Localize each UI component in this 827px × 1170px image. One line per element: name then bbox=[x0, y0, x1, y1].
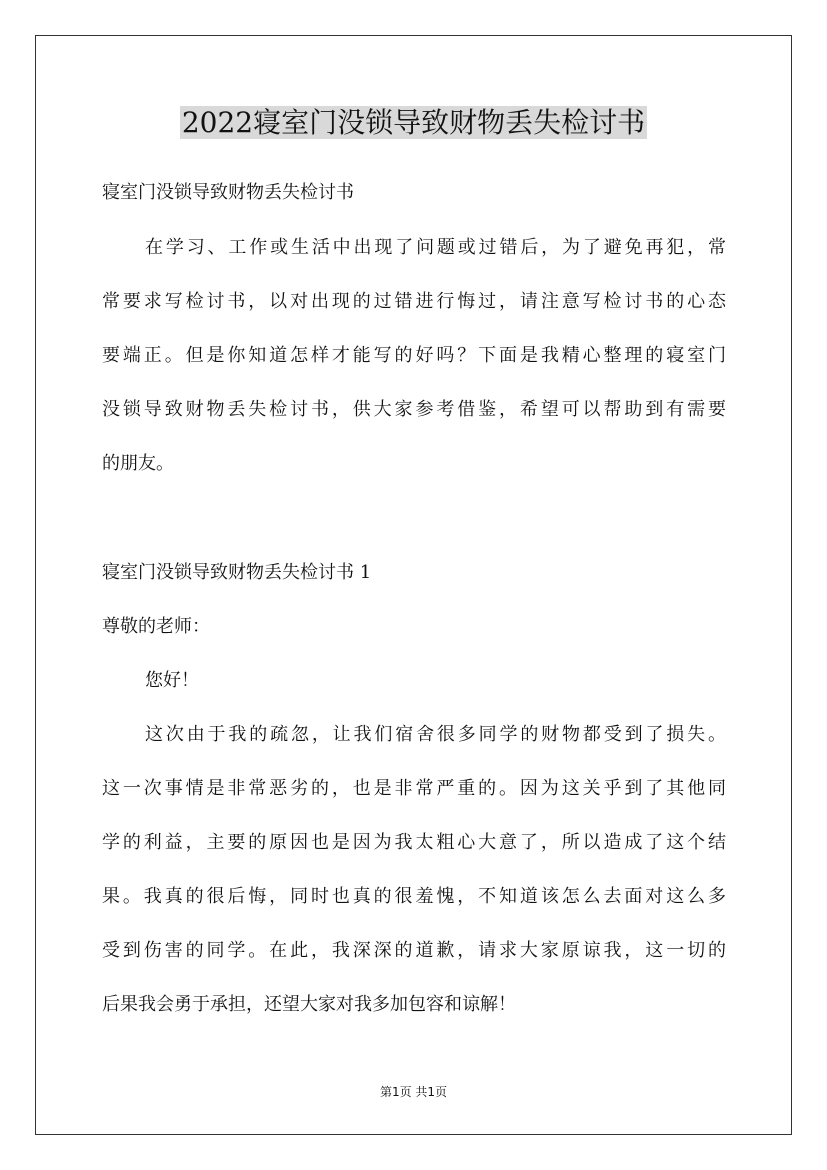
section-heading: 寝室门没锁导致财物丢失检讨书 1 bbox=[102, 562, 372, 583]
letter-greeting: 您好！ bbox=[145, 670, 199, 691]
document-title bbox=[0, 104, 827, 142]
body-line: 受到伤害的同学。在此，我深深的道歉，请求大家原谅我，这一切的 bbox=[102, 940, 726, 961]
document-title-text: 2022寝室门没锁导致财物丢失检讨书 bbox=[181, 106, 646, 139]
intro-line: 的朋友。 bbox=[102, 453, 174, 474]
intro-line: 在学习、工作或生活中出现了问题或过错后，为了避免再犯，常 bbox=[145, 237, 726, 258]
body-line: 果。我真的很后悔，同时也真的很羞愧，不知道该怎么去面对这么多 bbox=[102, 886, 726, 907]
intro-line: 没锁导致财物丢失检讨书，供大家参考借鉴，希望可以帮助到有需要 bbox=[102, 399, 726, 420]
page-number: 第1页 共1页 bbox=[379, 1085, 448, 1099]
document-subtitle: 寝室门没锁导致财物丢失检讨书 bbox=[102, 182, 354, 203]
letter-salutation: 尊敬的老师： bbox=[102, 616, 210, 637]
intro-line: 要端正。但是你知道怎样才能写的好吗？下面是我精心整理的寝室门 bbox=[102, 345, 726, 366]
body-line: 后果我会勇于承担，还望大家对我多加包容和谅解！ bbox=[102, 994, 516, 1015]
intro-line: 常要求写检讨书，以对出现的过错进行悔过，请注意写检讨书的心态 bbox=[102, 291, 726, 312]
body-line: 学的利益，主要的原因也是因为我太粗心大意了，所以造成了这个结 bbox=[102, 832, 726, 853]
body-line: 这次由于我的疏忽，让我们宿舍很多同学的财物都受到了损失。 bbox=[145, 724, 726, 745]
body-line: 这一次事情是非常恶劣的，也是非常严重的。因为这关乎到了其他同 bbox=[102, 778, 726, 799]
